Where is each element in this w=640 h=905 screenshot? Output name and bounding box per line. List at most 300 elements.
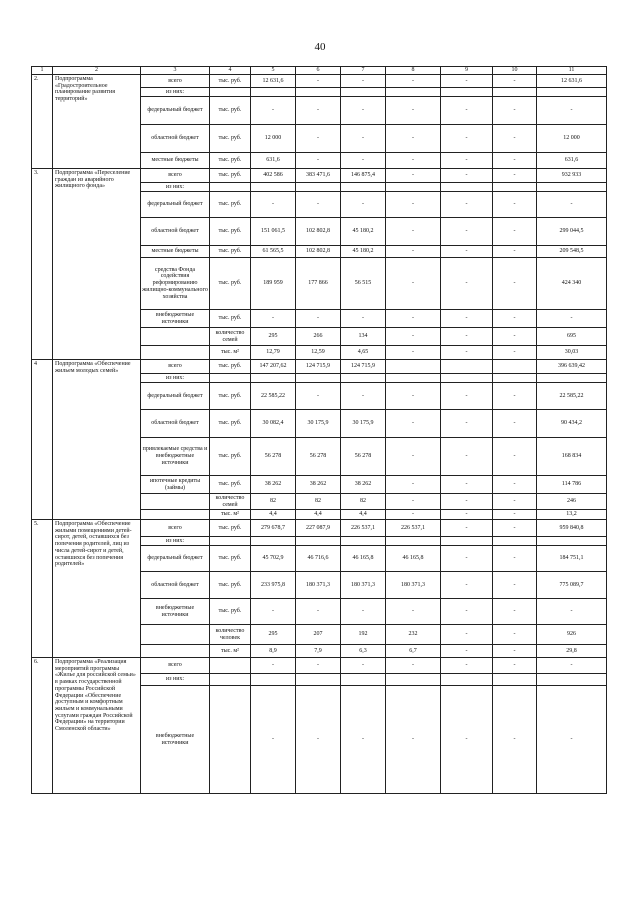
funding-source: областной бюджет bbox=[141, 218, 210, 246]
funding-source: из них: bbox=[141, 374, 210, 383]
column-header-6: 6 bbox=[296, 67, 341, 75]
value-cell bbox=[341, 183, 386, 192]
value-cell: - bbox=[341, 125, 386, 153]
unit: количество семей bbox=[210, 494, 251, 510]
value-cell bbox=[537, 88, 607, 97]
unit: тыс. руб. bbox=[210, 546, 251, 572]
funding-source: федеральный бюджет bbox=[141, 383, 210, 410]
table-row bbox=[32, 658, 607, 674]
value-cell: 232 bbox=[386, 625, 441, 645]
value-cell: - bbox=[386, 169, 441, 183]
value-cell: - bbox=[386, 599, 441, 625]
funding-source bbox=[141, 645, 210, 658]
section-number: 3. bbox=[32, 169, 53, 360]
value-cell: 396 639,42 bbox=[537, 360, 607, 374]
value-cell: 233 975,8 bbox=[251, 572, 296, 599]
value-cell: 102 802,8 bbox=[296, 218, 341, 246]
column-header-4: 4 bbox=[210, 67, 251, 75]
value-cell: - bbox=[493, 476, 537, 494]
table-row bbox=[32, 169, 607, 183]
value-cell: - bbox=[441, 476, 493, 494]
value-cell: - bbox=[537, 192, 607, 218]
value-cell: - bbox=[441, 246, 493, 258]
value-cell: 12 000 bbox=[537, 125, 607, 153]
value-cell: - bbox=[251, 192, 296, 218]
value-cell: 402 586 bbox=[251, 169, 296, 183]
value-cell: 631,6 bbox=[251, 153, 296, 169]
column-header-8: 8 bbox=[386, 67, 441, 75]
value-cell: 45 180,2 bbox=[341, 218, 386, 246]
value-cell: 22 585,22 bbox=[251, 383, 296, 410]
value-cell: - bbox=[493, 572, 537, 599]
value-cell: 207 bbox=[296, 625, 341, 645]
value-cell bbox=[537, 374, 607, 383]
value-cell bbox=[341, 88, 386, 97]
value-cell: 90 434,2 bbox=[537, 410, 607, 438]
value-cell: - bbox=[341, 658, 386, 674]
funding-source: местные бюджеты bbox=[141, 153, 210, 169]
value-cell: - bbox=[441, 310, 493, 328]
value-cell: - bbox=[441, 599, 493, 625]
unit bbox=[210, 88, 251, 97]
unit: тыс. руб. bbox=[210, 572, 251, 599]
funding-source: из них: bbox=[141, 674, 210, 686]
value-cell: 56 515 bbox=[341, 258, 386, 310]
value-cell: - bbox=[493, 658, 537, 674]
section-number: 6. bbox=[32, 658, 53, 794]
funding-source bbox=[141, 625, 210, 645]
value-cell: - bbox=[537, 310, 607, 328]
value-cell: 695 bbox=[537, 328, 607, 346]
value-cell: - bbox=[493, 383, 537, 410]
unit bbox=[210, 674, 251, 686]
value-cell: 180 371,3 bbox=[296, 572, 341, 599]
value-cell: 38 262 bbox=[296, 476, 341, 494]
funding-source bbox=[141, 494, 210, 510]
unit: тыс. руб. bbox=[210, 360, 251, 374]
section-number: 4 bbox=[32, 360, 53, 520]
value-cell: - bbox=[251, 686, 296, 794]
funding-source bbox=[141, 328, 210, 346]
value-cell: - bbox=[386, 346, 441, 360]
unit: тыс. руб. bbox=[210, 97, 251, 125]
value-cell: - bbox=[493, 192, 537, 218]
column-header-9: 9 bbox=[441, 67, 493, 75]
funding-source: привлекаемые средства и внебюджетные источники bbox=[141, 438, 210, 476]
value-cell: - bbox=[386, 310, 441, 328]
value-cell bbox=[251, 674, 296, 686]
value-cell: 4,4 bbox=[296, 510, 341, 520]
value-cell: - bbox=[493, 328, 537, 346]
unit: тыс. руб. bbox=[210, 169, 251, 183]
value-cell: 209 548,5 bbox=[537, 246, 607, 258]
value-cell: - bbox=[441, 218, 493, 246]
value-cell bbox=[386, 374, 441, 383]
funding-source: местные бюджеты bbox=[141, 246, 210, 258]
value-cell bbox=[537, 537, 607, 546]
funding-source: всего bbox=[141, 360, 210, 374]
value-cell: - bbox=[251, 599, 296, 625]
unit: тыс. м² bbox=[210, 645, 251, 658]
funding-source: из них: bbox=[141, 537, 210, 546]
value-cell: 180 371,3 bbox=[386, 572, 441, 599]
value-cell bbox=[493, 674, 537, 686]
value-cell: - bbox=[493, 246, 537, 258]
funding-source: из них: bbox=[141, 88, 210, 97]
value-cell: - bbox=[493, 346, 537, 360]
value-cell: - bbox=[493, 625, 537, 645]
value-cell: 12,79 bbox=[251, 346, 296, 360]
value-cell: - bbox=[441, 546, 493, 572]
value-cell: - bbox=[341, 686, 386, 794]
value-cell: 45 180,2 bbox=[341, 246, 386, 258]
value-cell: - bbox=[493, 218, 537, 246]
value-cell: - bbox=[386, 658, 441, 674]
value-cell: 8,9 bbox=[251, 645, 296, 658]
value-cell: - bbox=[341, 75, 386, 88]
value-cell: 184 751,1 bbox=[537, 546, 607, 572]
value-cell: - bbox=[441, 258, 493, 310]
value-cell: 82 bbox=[296, 494, 341, 510]
subprogram-title: Подпрограмма «Переселение граждан из аварийного жилищного фонда» bbox=[53, 169, 141, 360]
funding-source: областной бюджет bbox=[141, 125, 210, 153]
value-cell: - bbox=[386, 476, 441, 494]
value-cell: - bbox=[441, 328, 493, 346]
funding-source: всего bbox=[141, 658, 210, 674]
value-cell: 168 834 bbox=[537, 438, 607, 476]
value-cell: - bbox=[493, 75, 537, 88]
unit bbox=[210, 658, 251, 674]
value-cell: - bbox=[296, 658, 341, 674]
value-cell: 227 087,9 bbox=[296, 520, 341, 537]
value-cell bbox=[251, 183, 296, 192]
value-cell bbox=[493, 88, 537, 97]
value-cell: - bbox=[493, 520, 537, 537]
value-cell bbox=[386, 537, 441, 546]
funding-source: внебюджетные источники bbox=[141, 686, 210, 794]
value-cell: - bbox=[441, 383, 493, 410]
value-cell: 56 278 bbox=[251, 438, 296, 476]
funding-source: федеральный бюджет bbox=[141, 192, 210, 218]
value-cell bbox=[493, 183, 537, 192]
value-cell: - bbox=[441, 410, 493, 438]
unit: тыс. руб. bbox=[210, 476, 251, 494]
value-cell: 383 471,6 bbox=[296, 169, 341, 183]
value-cell: 299 044,5 bbox=[537, 218, 607, 246]
subprogram-title: Подпрограмма «Реализация мероприятий программы «Жилье для российской семьи» в рамках государственной программы Российской Федерации «Обеспечение доступным и комфортным жильем и коммунальными услугами граждан Российской Федерации» на территории Смоленской области» bbox=[53, 658, 141, 794]
value-cell: 631,6 bbox=[537, 153, 607, 169]
value-cell: - bbox=[386, 258, 441, 310]
funding-source: внебюджетные источники bbox=[141, 310, 210, 328]
funding-source: из них: bbox=[141, 183, 210, 192]
value-cell: 424 340 bbox=[537, 258, 607, 310]
value-cell: - bbox=[441, 97, 493, 125]
value-cell: - bbox=[493, 97, 537, 125]
funding-source: федеральный бюджет bbox=[141, 546, 210, 572]
value-cell bbox=[386, 88, 441, 97]
funding-source: всего bbox=[141, 169, 210, 183]
unit: тыс. руб. bbox=[210, 410, 251, 438]
value-cell: - bbox=[441, 346, 493, 360]
value-cell: - bbox=[296, 310, 341, 328]
value-cell bbox=[296, 88, 341, 97]
value-cell: - bbox=[341, 153, 386, 169]
funding-source: всего bbox=[141, 520, 210, 537]
value-cell bbox=[386, 183, 441, 192]
value-cell: 46 716,6 bbox=[296, 546, 341, 572]
value-cell: - bbox=[386, 97, 441, 125]
value-cell: - bbox=[386, 328, 441, 346]
value-cell: - bbox=[386, 246, 441, 258]
value-cell: - bbox=[537, 97, 607, 125]
value-cell: 114 786 bbox=[537, 476, 607, 494]
value-cell: 46 165,8 bbox=[386, 546, 441, 572]
value-cell: - bbox=[493, 645, 537, 658]
value-cell: - bbox=[493, 546, 537, 572]
unit: тыс. руб. bbox=[210, 218, 251, 246]
value-cell bbox=[341, 674, 386, 686]
value-cell: - bbox=[441, 192, 493, 218]
value-cell: - bbox=[341, 383, 386, 410]
value-cell: 12 000 bbox=[251, 125, 296, 153]
unit: тыс. руб. bbox=[210, 153, 251, 169]
value-cell bbox=[251, 537, 296, 546]
value-cell bbox=[537, 183, 607, 192]
value-cell: 151 061,5 bbox=[251, 218, 296, 246]
value-cell bbox=[386, 674, 441, 686]
unit bbox=[210, 686, 251, 794]
value-cell: - bbox=[441, 572, 493, 599]
unit: тыс. руб. bbox=[210, 520, 251, 537]
funding-source bbox=[141, 346, 210, 360]
value-cell: 102 802,8 bbox=[296, 246, 341, 258]
value-cell bbox=[493, 374, 537, 383]
unit: тыс. руб. bbox=[210, 75, 251, 88]
column-header-row bbox=[32, 67, 607, 75]
value-cell: - bbox=[441, 510, 493, 520]
value-cell: 180 371,3 bbox=[341, 572, 386, 599]
value-cell: - bbox=[386, 410, 441, 438]
value-cell: 22 585,22 bbox=[537, 383, 607, 410]
value-cell: - bbox=[386, 510, 441, 520]
value-cell: - bbox=[441, 153, 493, 169]
value-cell: - bbox=[296, 383, 341, 410]
funding-source bbox=[141, 510, 210, 520]
value-cell: - bbox=[386, 686, 441, 794]
unit: тыс. руб. bbox=[210, 438, 251, 476]
funding-source: федеральный бюджет bbox=[141, 97, 210, 125]
value-cell: 61 565,5 bbox=[251, 246, 296, 258]
value-cell: 12,59 bbox=[296, 346, 341, 360]
unit bbox=[210, 183, 251, 192]
value-cell bbox=[251, 374, 296, 383]
section-number: 5. bbox=[32, 520, 53, 658]
unit bbox=[210, 537, 251, 546]
budget-table bbox=[31, 66, 607, 794]
value-cell: 189 959 bbox=[251, 258, 296, 310]
value-cell: 38 262 bbox=[341, 476, 386, 494]
value-cell: 4,65 bbox=[341, 346, 386, 360]
value-cell bbox=[296, 183, 341, 192]
column-header-1: 1 bbox=[32, 67, 53, 75]
value-cell: - bbox=[441, 125, 493, 153]
column-header-3: 3 bbox=[141, 67, 210, 75]
value-cell bbox=[537, 674, 607, 686]
funding-source: внебюджетные источники bbox=[141, 599, 210, 625]
value-cell: 12 631,6 bbox=[251, 75, 296, 88]
unit: тыс. руб. bbox=[210, 258, 251, 310]
value-cell: - bbox=[441, 438, 493, 476]
unit: тыс. руб. bbox=[210, 383, 251, 410]
value-cell bbox=[441, 183, 493, 192]
value-cell: 29,8 bbox=[537, 645, 607, 658]
funding-source: всего bbox=[141, 75, 210, 88]
funding-source: областной бюджет bbox=[141, 572, 210, 599]
value-cell bbox=[493, 360, 537, 374]
value-cell bbox=[296, 374, 341, 383]
funding-source: ипотечные кредиты (займы) bbox=[141, 476, 210, 494]
value-cell: 30 175,9 bbox=[341, 410, 386, 438]
value-cell: - bbox=[493, 438, 537, 476]
subprogram-title: Подпрограмма «Градостроительное планирование развития территорий» bbox=[53, 75, 141, 169]
value-cell: 30 175,9 bbox=[296, 410, 341, 438]
value-cell: - bbox=[441, 75, 493, 88]
subprogram-title: Подпрограмма «Обеспечение жильем молодых семей» bbox=[53, 360, 141, 520]
value-cell bbox=[441, 360, 493, 374]
value-cell: 82 bbox=[341, 494, 386, 510]
value-cell: - bbox=[341, 97, 386, 125]
value-cell bbox=[296, 674, 341, 686]
value-cell: - bbox=[296, 75, 341, 88]
value-cell: - bbox=[493, 125, 537, 153]
value-cell: - bbox=[441, 658, 493, 674]
value-cell: - bbox=[493, 153, 537, 169]
value-cell bbox=[441, 374, 493, 383]
value-cell: - bbox=[441, 169, 493, 183]
unit: тыс. руб. bbox=[210, 246, 251, 258]
value-cell: - bbox=[341, 599, 386, 625]
value-cell: 134 bbox=[341, 328, 386, 346]
value-cell: 7,9 bbox=[296, 645, 341, 658]
value-cell bbox=[296, 537, 341, 546]
value-cell: - bbox=[251, 97, 296, 125]
value-cell: 192 bbox=[341, 625, 386, 645]
value-cell: 30 082,4 bbox=[251, 410, 296, 438]
unit: тыс. руб. bbox=[210, 125, 251, 153]
column-header-2: 2 bbox=[53, 67, 141, 75]
value-cell bbox=[441, 674, 493, 686]
value-cell: - bbox=[537, 686, 607, 794]
value-cell: - bbox=[493, 258, 537, 310]
funding-source: областной бюджет bbox=[141, 410, 210, 438]
value-cell: 6,7 bbox=[386, 645, 441, 658]
value-cell: 959 840,8 bbox=[537, 520, 607, 537]
unit: количество человек bbox=[210, 625, 251, 645]
value-cell: 13,2 bbox=[537, 510, 607, 520]
section-number: 2. bbox=[32, 75, 53, 169]
column-header-7: 7 bbox=[341, 67, 386, 75]
page-number: 40 bbox=[314, 41, 326, 53]
value-cell: - bbox=[296, 192, 341, 218]
column-header-11: 11 bbox=[537, 67, 607, 75]
value-cell: - bbox=[493, 494, 537, 510]
value-cell: - bbox=[493, 169, 537, 183]
value-cell: 246 bbox=[537, 494, 607, 510]
subprogram-title: Подпрограмма «Обеспечение жилыми помещениями детей-сирот, детей, оставшихся без попечения родителей, лиц из числа детей-сирот и детей, оставшихся без попечения родителей» bbox=[53, 520, 141, 658]
column-header-5: 5 bbox=[251, 67, 296, 75]
value-cell: 38 262 bbox=[251, 476, 296, 494]
value-cell: 932 933 bbox=[537, 169, 607, 183]
value-cell: 45 702,9 bbox=[251, 546, 296, 572]
value-cell: - bbox=[441, 686, 493, 794]
value-cell: - bbox=[296, 97, 341, 125]
unit: тыс. м² bbox=[210, 510, 251, 520]
unit: количество семей bbox=[210, 328, 251, 346]
value-cell: 12 631,6 bbox=[537, 75, 607, 88]
value-cell: - bbox=[493, 599, 537, 625]
value-cell: - bbox=[386, 125, 441, 153]
value-cell: 82 bbox=[251, 494, 296, 510]
table-row bbox=[32, 360, 607, 374]
value-cell: 177 866 bbox=[296, 258, 341, 310]
value-cell: - bbox=[251, 310, 296, 328]
value-cell bbox=[251, 88, 296, 97]
value-cell: - bbox=[386, 218, 441, 246]
value-cell: 295 bbox=[251, 328, 296, 346]
value-cell: 279 678,7 bbox=[251, 520, 296, 537]
value-cell bbox=[386, 360, 441, 374]
value-cell: 4,4 bbox=[251, 510, 296, 520]
value-cell: 926 bbox=[537, 625, 607, 645]
value-cell: 4,4 bbox=[341, 510, 386, 520]
value-cell: 6,3 bbox=[341, 645, 386, 658]
unit bbox=[210, 374, 251, 383]
value-cell: - bbox=[341, 310, 386, 328]
value-cell bbox=[441, 88, 493, 97]
value-cell: - bbox=[386, 383, 441, 410]
value-cell: - bbox=[386, 438, 441, 476]
value-cell: 56 278 bbox=[296, 438, 341, 476]
value-cell: 147 207,62 bbox=[251, 360, 296, 374]
table-row bbox=[32, 75, 607, 88]
value-cell: 124 715,9 bbox=[296, 360, 341, 374]
value-cell: - bbox=[441, 520, 493, 537]
value-cell: 266 bbox=[296, 328, 341, 346]
value-cell: 146 875,4 bbox=[341, 169, 386, 183]
value-cell: - bbox=[441, 494, 493, 510]
value-cell: - bbox=[386, 192, 441, 218]
value-cell: - bbox=[386, 75, 441, 88]
value-cell: 56 278 bbox=[341, 438, 386, 476]
unit: тыс. руб. bbox=[210, 599, 251, 625]
unit: тыс. м² bbox=[210, 346, 251, 360]
value-cell: - bbox=[493, 510, 537, 520]
unit: тыс. руб. bbox=[210, 192, 251, 218]
value-cell: - bbox=[537, 658, 607, 674]
value-cell: 226 537,1 bbox=[386, 520, 441, 537]
value-cell: - bbox=[493, 410, 537, 438]
column-header-10: 10 bbox=[493, 67, 537, 75]
value-cell: 295 bbox=[251, 625, 296, 645]
value-cell: - bbox=[251, 658, 296, 674]
value-cell: - bbox=[341, 192, 386, 218]
value-cell bbox=[341, 374, 386, 383]
value-cell: - bbox=[386, 153, 441, 169]
value-cell: - bbox=[296, 686, 341, 794]
value-cell: 775 089,7 bbox=[537, 572, 607, 599]
value-cell bbox=[441, 537, 493, 546]
value-cell: - bbox=[296, 125, 341, 153]
